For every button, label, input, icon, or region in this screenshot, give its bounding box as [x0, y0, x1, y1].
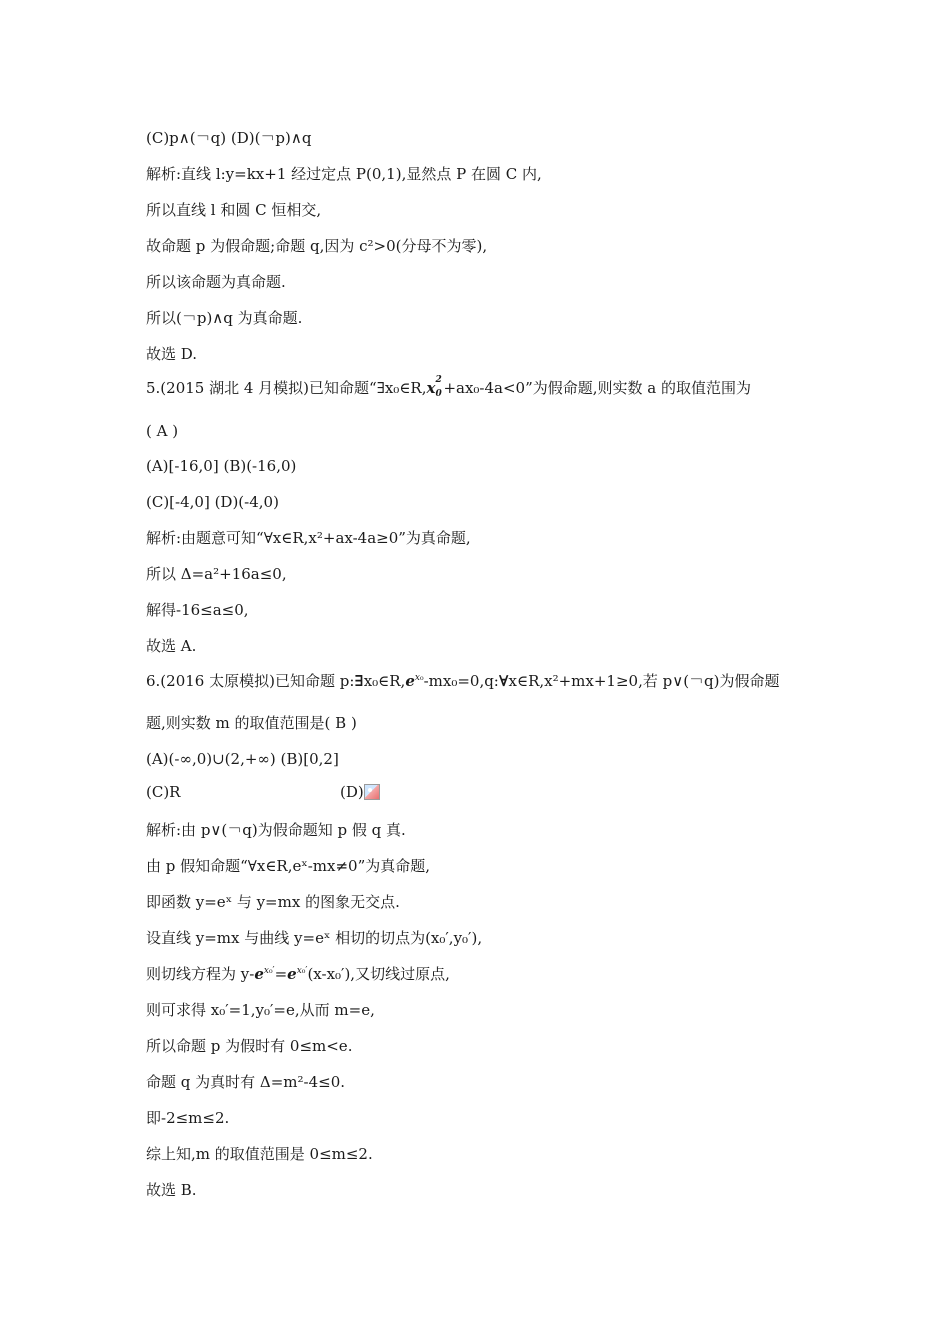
- option-line-ab: (A)[-16,0] (B)(-16,0): [146, 457, 297, 475]
- text-line: 即函数 y=eˣ 与 y=mx 的图象无交点.: [146, 893, 400, 911]
- question-5-answer-bracket: ( A ): [146, 422, 179, 440]
- text-line: 所以命题 p 为假时有 0≤m<e.: [146, 1037, 353, 1055]
- answer-line: 故选 D.: [146, 345, 198, 363]
- text-line: 所以该命题为真命题.: [146, 273, 286, 291]
- text-line: 命题 q 为真时有 Δ=m²-4≤0.: [146, 1073, 346, 1091]
- question-6-stem: 6.(2016 太原模拟)已知命题 $p:\exists x_0\in R,e^{x_0}-mx_0=0,q:\forall x\in R,x^2+mx+1\ge 0$,若 p∨(￢q)为假命题: [146, 672, 780, 690]
- option-line-d: (D): [340, 782, 890, 802]
- text-line: 综上知,m 的取值范围是 0≤m≤2.: [146, 1145, 373, 1163]
- option-d-image-icon: [364, 784, 380, 800]
- question-6-stem-cont: 题,则实数 m 的取值范围是( B ): [146, 714, 357, 732]
- option-line-cd: (C)p∧(￢q) (D)(￢p)∧q: [146, 129, 312, 147]
- analysis-line: 解析:由 p∨(￢q)为假命题知 p 假 q 真.: [146, 821, 406, 839]
- text-line: 即-2≤m≤2.: [146, 1109, 230, 1127]
- text-line: 故命题 p 为假命题;命题 q,因为 c²>0(分母不为零),: [146, 237, 488, 255]
- question-5-stem: 5.(2015 湖北 4 月模拟)已知命题“∃x₀∈R,x 2 0 +ax₀-4a<0”为假命题,则实数 a 的取值范围为: [146, 375, 752, 399]
- answer-line: 故选 B.: [146, 1181, 197, 1199]
- text-line: 则可求得 x₀′=1,y₀′=e,从而 m=e,: [146, 1001, 375, 1019]
- analysis-line: 解析:直线 l:y=kx+1 经过定点 P(0,1),显然点 P 在圆 C 内,: [146, 165, 542, 183]
- answer-line: 故选 A.: [146, 637, 197, 655]
- option-line-cd: (C)[-4,0] (D)(-4,0): [146, 493, 279, 511]
- option-line-ab: (A)(-∞,0)∪(2,+∞) (B)[0,2]: [146, 750, 339, 768]
- analysis-line: 解析:由题意可知“∀x∈R,x²+ax-4a≥0”为真命题,: [146, 529, 471, 547]
- option-line-c: (C)R: [146, 783, 181, 801]
- text-line: 由 p 假知命题“∀x∈R,eˣ-mx≠0”为真命题,: [146, 857, 431, 875]
- text-line: 所以 Δ=a²+16a≤0,: [146, 565, 287, 583]
- text-line: 所以直线 l 和圆 C 恒相交,: [146, 201, 322, 219]
- tangent-line-equation: 则切线方程为 $y-e^{x_0'}=e^{x_0'}(x-x_0')$,又切线过原点,: [146, 965, 450, 983]
- text-line: 所以(￢p)∧q 为真命题.: [146, 309, 303, 327]
- text-line: 解得-16≤a≤0,: [146, 601, 249, 619]
- text-line: 设直线 y=mx 与曲线 y=eˣ 相切的切点为(x₀′,y₀′),: [146, 929, 483, 947]
